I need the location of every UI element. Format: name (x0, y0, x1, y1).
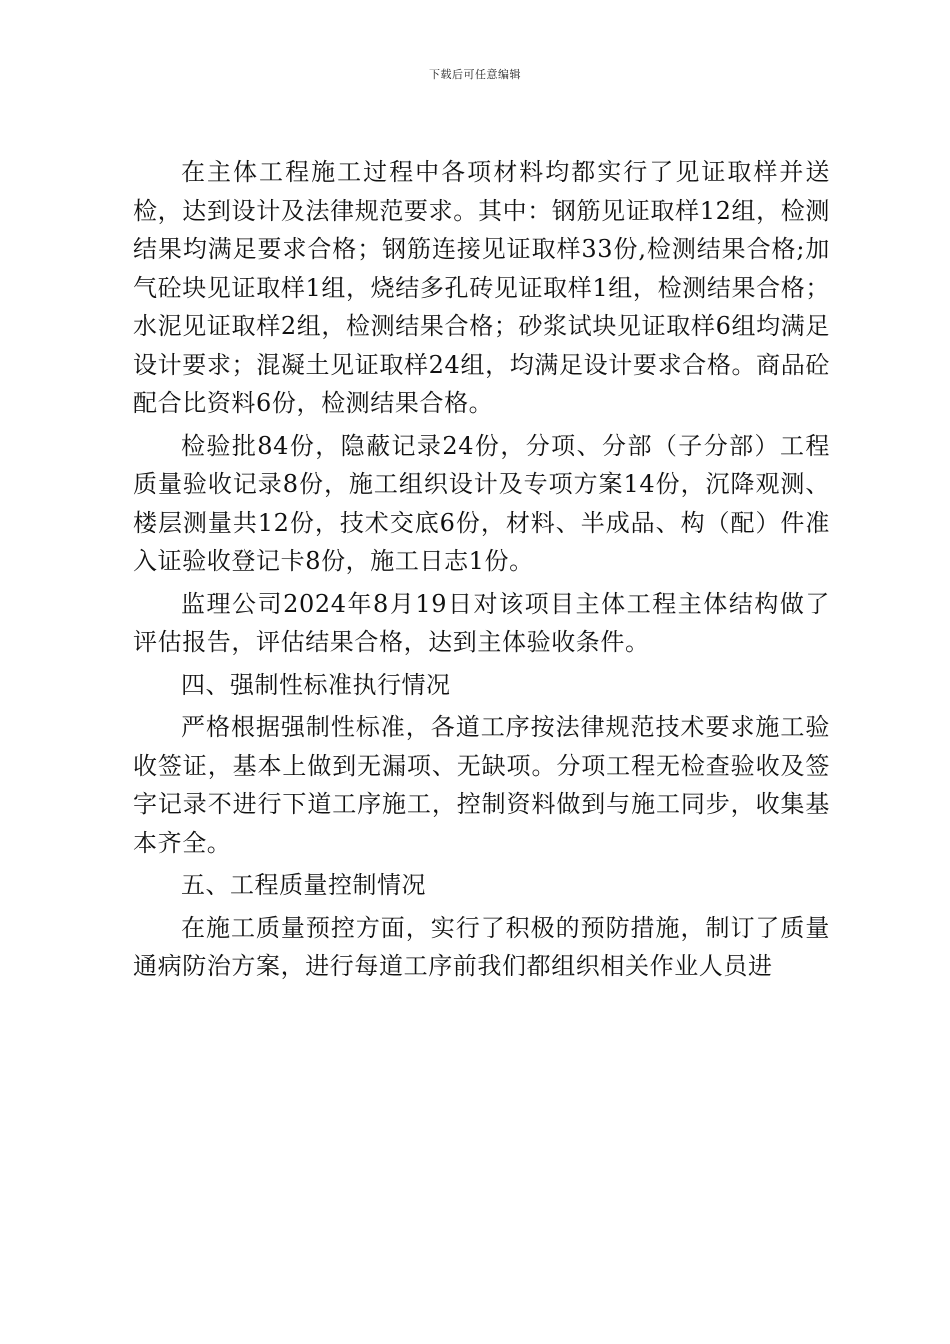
section-heading-mandatory-standards: 四、强制性标准执行情况 (181, 670, 451, 699)
paragraph-material-sampling: 在主体工程施工过程中各项材料均都实行了见证取样并送检，达到设计及法律规范要求。其中：钢筋见证取样12组，检测结果均满足要求合格；钢筋连接见证取样33份,检测结果合格;加气砼块见证取样1组，烧结多孔砖见证取样1组，检测结果合格；水泥见证取样2组，检测结果合格；砂浆试块见证取样6组均满足设计要求；混凝土见证取样24组，均满足设计要求合格。商品砼配合比资料6份，检测结果合格。 (133, 158, 830, 417)
header-note: 下载后可任意编辑 (429, 68, 521, 81)
section-heading-quality-control: 五、工程质量控制情况 (181, 871, 426, 899)
document-body (133, 153, 830, 986)
paragraph-mandatory-standards: 严格根据强制性标准，各道工序按法律规范技术要求施工验收签证，基本上做到无漏项、无缺项。分项工程无检查验收及签字记录不进行下道工序施工，控制资料做到与施工同步，收集基本齐全。 (133, 713, 830, 857)
paragraph-supervision-report: 监理公司2024年8月19日对该项目主体工程主体结构做了评估报告，评估结果合格，达到主体验收条件。 (133, 589, 830, 656)
paragraph-quality-control: 在施工质量预控方面，实行了积极的预防措施，制订了质量通病防治方案，进行每道工序前我们都组织相关作业人员进 (133, 913, 830, 980)
paragraph-inspection-records: 检验批84份，隐蔽记录24份，分项、分部（子分部）工程质量验收记录8份，施工组织设计及专项方案14份，沉降观测、楼层测量共12份，技术交底6份，材料、半成品、构（配）件准入证验收登记卡8份，施工日志1份。 (133, 431, 830, 575)
